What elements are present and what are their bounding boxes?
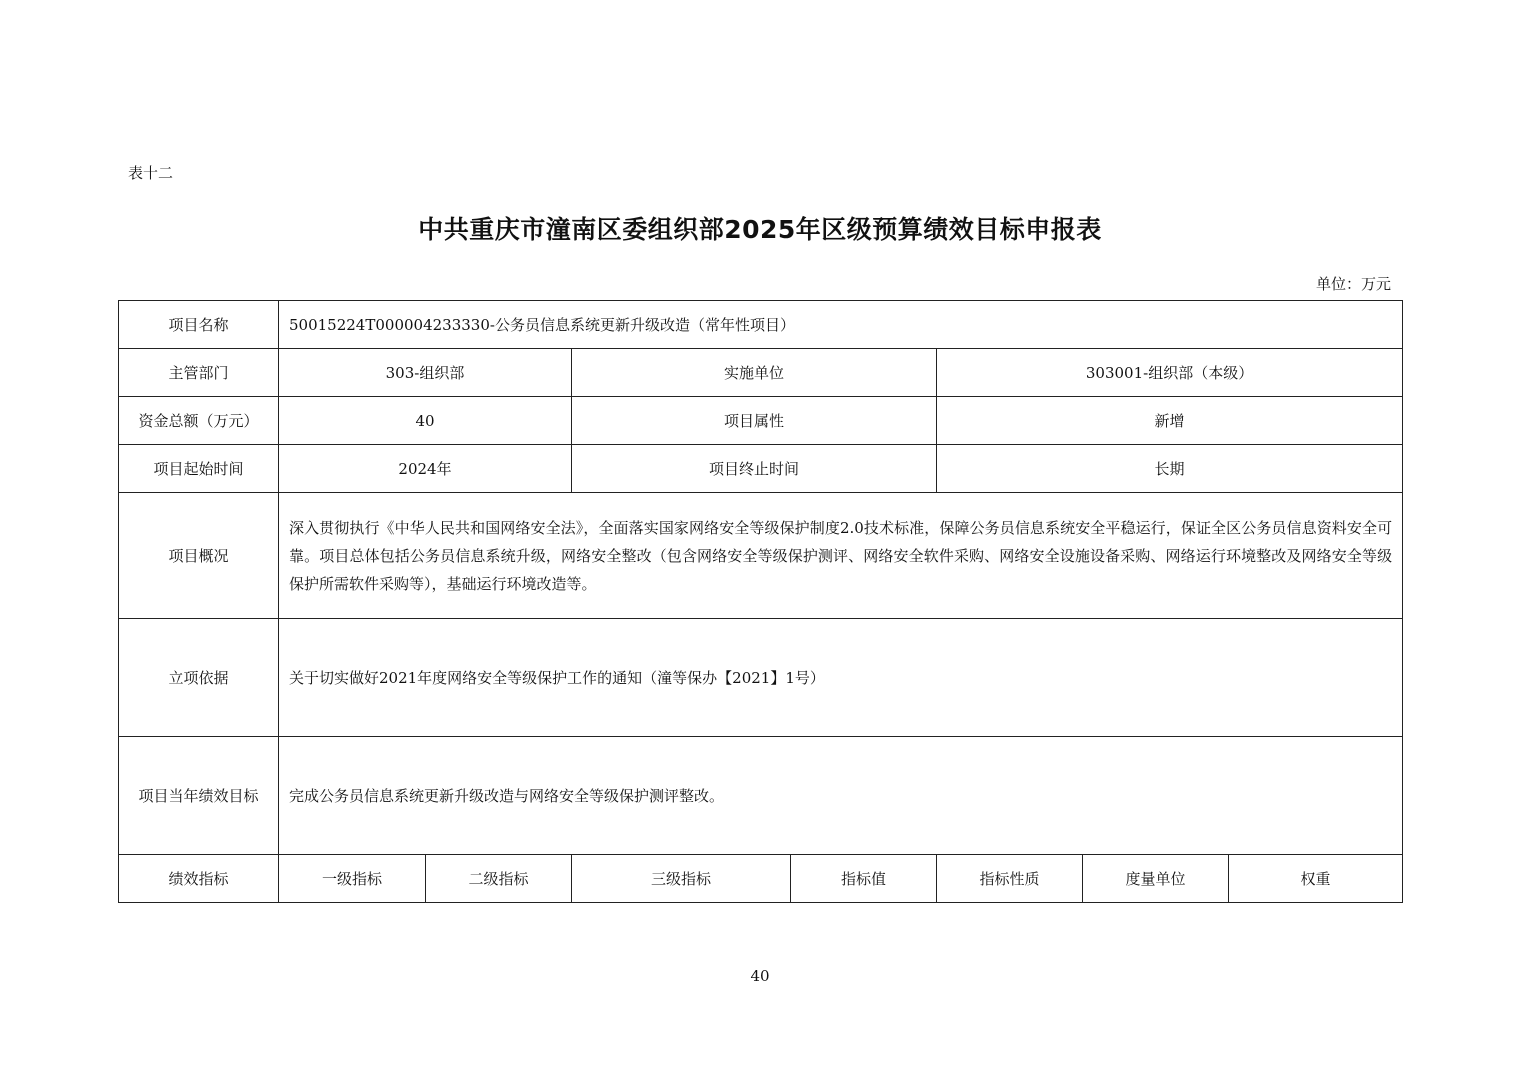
end-time-label: 项目终止时间 <box>572 445 937 493</box>
table-row <box>119 619 1403 737</box>
annual-goal-label: 项目当年绩效目标 <box>119 737 279 855</box>
indicator-header-weight: 权重 <box>1229 855 1403 903</box>
annual-goal-value: 完成公务员信息系统更新升级改造与网络安全等级保护测评整改。 <box>279 737 1403 855</box>
overview-label: 项目概况 <box>119 493 279 619</box>
table-row <box>119 737 1403 855</box>
department-value: 303-组织部 <box>279 349 572 397</box>
budget-performance-table <box>118 300 1403 903</box>
start-time-value: 2024年 <box>279 445 572 493</box>
project-attribute-label: 项目属性 <box>572 397 937 445</box>
indicator-header-unit: 度量单位 <box>1083 855 1229 903</box>
indicator-header-nature: 指标性质 <box>937 855 1083 903</box>
basis-value: 关于切实做好2021年度网络安全等级保护工作的通知（潼等保办【2021】1号） <box>279 619 1403 737</box>
indicator-header-level1: 一级指标 <box>279 855 426 903</box>
table-row <box>119 301 1403 349</box>
table-row <box>119 445 1403 493</box>
department-label: 主管部门 <box>119 349 279 397</box>
end-time-value: 长期 <box>937 445 1403 493</box>
implementing-unit-value: 303001-组织部（本级） <box>937 349 1403 397</box>
table-row <box>119 493 1403 619</box>
page-number: 40 <box>750 967 770 985</box>
project-name-value: 50015224T000004233330-公务员信息系统更新升级改造（常年性项目） <box>279 301 1403 349</box>
total-funding-label: 资金总额（万元） <box>119 397 279 445</box>
overview-value: 深入贯彻执行《中华人民共和国网络安全法》，全面落实国家网络安全等级保护制度2.0技术标准，保障公务员信息系统安全平稳运行，保证全区公务员信息资料安全可靠。项目总体包括公务员信息系统升级，网络安全整改（包含网络安全等级保护测评、网络安全软件采购、网络安全设施设备采购、网络运行环境整改及网络安全等级保护所需软件采购等），基础运行环境改造等。 <box>279 493 1403 619</box>
indicator-header-value: 指标值 <box>791 855 937 903</box>
project-attribute-value: 新增 <box>937 397 1403 445</box>
indicator-header-level3: 三级指标 <box>572 855 791 903</box>
project-name-label: 项目名称 <box>119 301 279 349</box>
table-number-label: 表十二 <box>128 164 174 182</box>
table-row <box>119 855 1403 903</box>
table-row <box>119 349 1403 397</box>
indicator-header-level2: 二级指标 <box>426 855 572 903</box>
total-funding-value: 40 <box>279 397 572 445</box>
indicators-label: 绩效指标 <box>119 855 279 903</box>
table-row <box>119 397 1403 445</box>
unit-label: 单位：万元 <box>1315 275 1391 293</box>
basis-label: 立项依据 <box>119 619 279 737</box>
document-title: 中共重庆市潼南区委组织部2025年区级预算绩效目标申报表 <box>418 215 1102 244</box>
start-time-label: 项目起始时间 <box>119 445 279 493</box>
implementing-unit-label: 实施单位 <box>572 349 937 397</box>
